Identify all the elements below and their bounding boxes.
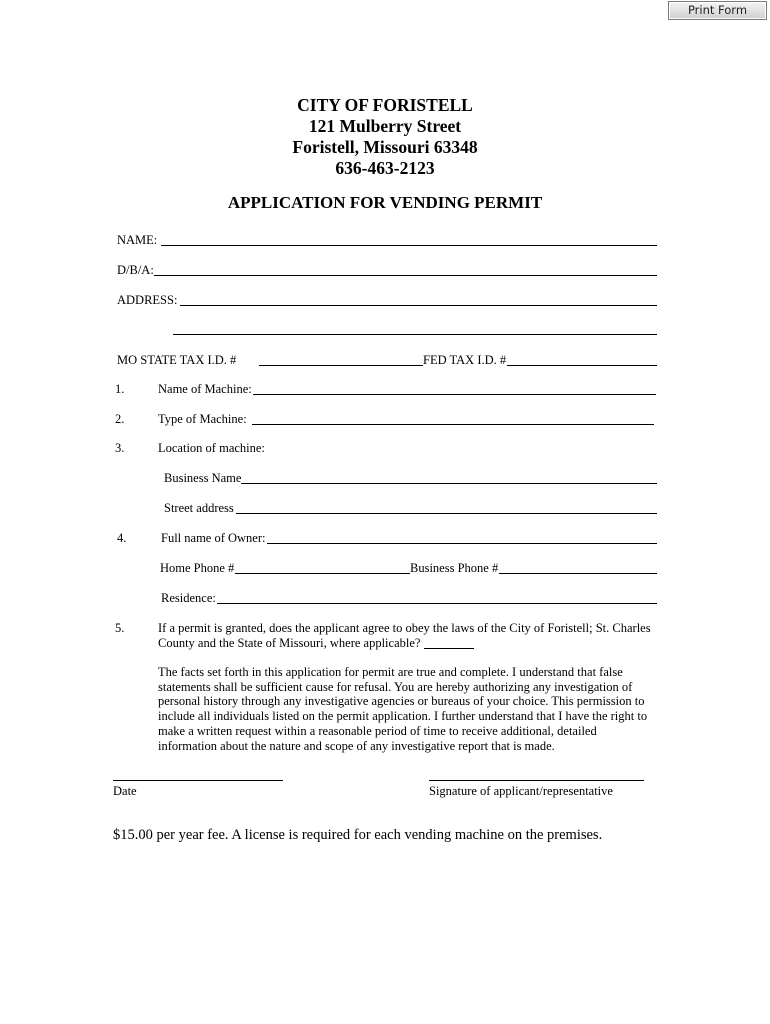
street-address-field[interactable]	[236, 513, 657, 514]
item-2-number: 2.	[115, 412, 125, 426]
certification-statement	[158, 665, 647, 753]
statement-line: information about the nature and scope of any investigative report that is made.	[158, 738, 555, 753]
print-form-button[interactable]: Print Form	[668, 1, 767, 20]
statement-line: make a written request within a reasonable period of time to receive additional, detailed	[158, 723, 597, 738]
business-phone-field[interactable]	[499, 573, 657, 574]
signature-field[interactable]	[429, 780, 644, 781]
address-field-line2[interactable]	[173, 334, 657, 335]
statement-line: The facts set forth in this application for permit are true and complete. I understand that false	[158, 665, 623, 679]
machine-type-label: Type of Machine:	[158, 412, 247, 426]
business-name-label: Business Name	[164, 471, 242, 485]
machine-name-field[interactable]	[253, 394, 656, 395]
dba-field[interactable]	[154, 275, 657, 276]
fed-tax-field[interactable]	[507, 365, 657, 366]
machine-location-label: Location of machine:	[158, 441, 265, 455]
item-4-number: 4.	[117, 531, 127, 545]
date-label: Date	[113, 784, 137, 798]
agreement-question-line1: If a permit is granted, does the applicant agree to obey the laws of the City of Foristell; St. Charles	[158, 621, 651, 635]
residence-field[interactable]	[217, 603, 657, 604]
city-state-zip: Foristell, Missouri 63348	[292, 137, 478, 157]
fed-tax-label: FED TAX I.D. #	[423, 353, 507, 367]
mo-tax-label: MO STATE TAX I.D. #	[117, 353, 237, 367]
business-phone-label: Business Phone #	[410, 561, 499, 575]
statement-line: include all individuals listed on the permit application. I further understand that I have the right to	[158, 709, 648, 724]
street-address-label: Street address	[164, 501, 234, 515]
owner-name-label: Full name of Owner:	[161, 531, 266, 545]
address-label: ADDRESS:	[117, 293, 178, 307]
mo-tax-field[interactable]	[259, 365, 423, 366]
home-phone-label: Home Phone #	[160, 561, 235, 575]
agreement-question-line2: County and the State of Missouri, where applicable?	[158, 636, 421, 650]
statement-line: statements shall be sufficient cause for refusal. You are hereby authorizing any investigation of	[158, 679, 633, 694]
fee-notice: $15.00 per year fee. A license is required for each vending machine on the premises.	[113, 827, 603, 843]
address-field[interactable]	[180, 305, 657, 306]
home-phone-field[interactable]	[235, 573, 410, 574]
name-field[interactable]	[161, 245, 657, 246]
form-title: APPLICATION FOR VENDING PERMIT	[227, 193, 543, 212]
city-name: CITY OF FORISTELL	[297, 95, 473, 115]
business-name-field[interactable]	[241, 483, 657, 484]
machine-name-label: Name of Machine:	[158, 382, 252, 396]
item-5-number: 5.	[115, 621, 125, 635]
owner-name-field[interactable]	[267, 543, 657, 544]
date-field[interactable]	[113, 780, 283, 781]
name-label: NAME:	[117, 233, 158, 247]
machine-type-field[interactable]	[252, 424, 654, 425]
residence-label: Residence:	[161, 591, 216, 605]
dba-label: D/B/A:	[117, 263, 154, 277]
item-1-number: 1.	[115, 382, 125, 396]
city-street: 121 Mulberry Street	[308, 116, 462, 136]
item-3-number: 3.	[115, 441, 125, 455]
statement-line: personal history through any investigative agencies or bureaus of your choice. This permission to	[158, 694, 645, 709]
signature-label: Signature of applicant/representative	[429, 784, 613, 798]
agreement-answer-field[interactable]	[424, 648, 474, 649]
city-phone: 636-463-2123	[335, 158, 435, 178]
